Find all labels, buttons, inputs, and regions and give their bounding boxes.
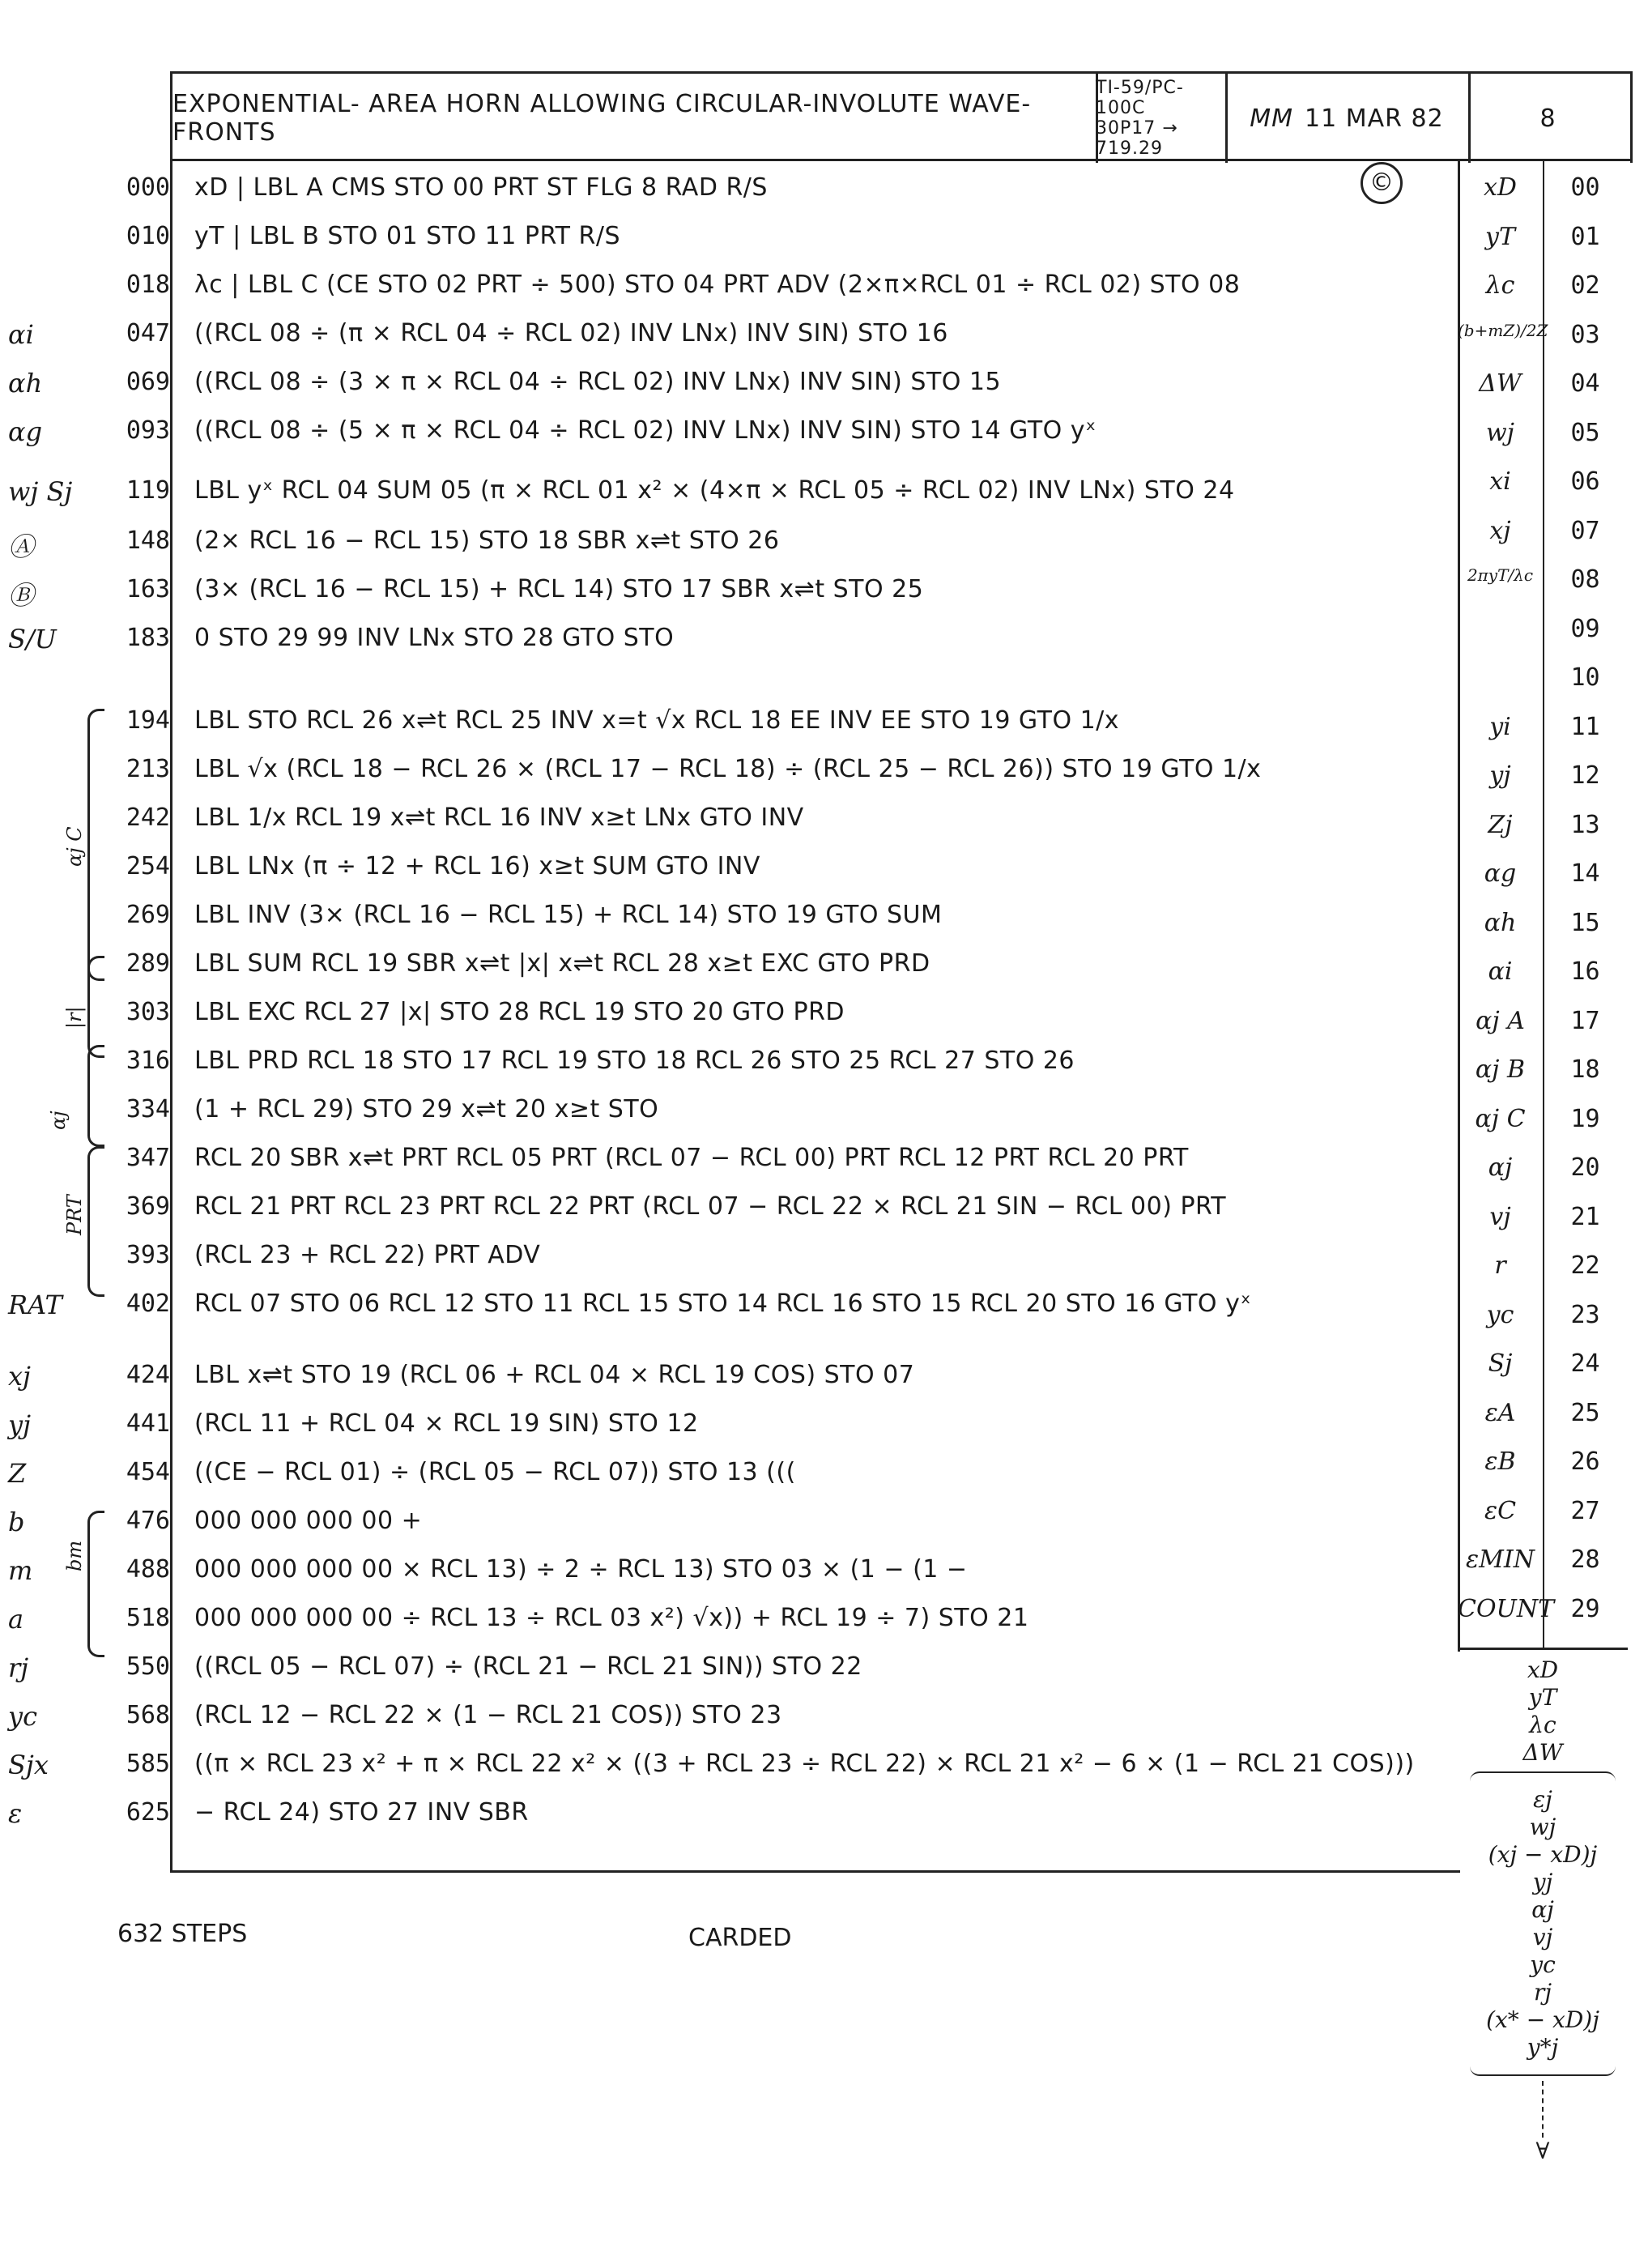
card-status: CARDED — [688, 1924, 792, 1952]
register-number: 00 — [1570, 173, 1600, 202]
copyright-mark: © — [1361, 162, 1403, 204]
line-annotation: wj Sj — [8, 476, 73, 507]
keystroke-code: (RCL 12 − RCL 22 × (1 − RCL 21 COS)) STO 23 — [194, 1701, 782, 1729]
summary-item: y*j — [1527, 2034, 1559, 2061]
line-annotation: Sjx — [8, 1750, 49, 1780]
keystroke-code: RCL 20 SBR x⇌t PRT RCL 05 PRT (RCL 07 − RCL 00) PRT RCL 12 PRT RCL 20 PRT — [194, 1144, 1189, 1172]
register-variable: yi — [1489, 712, 1511, 741]
line-annotation: m — [8, 1555, 33, 1586]
register-number: 15 — [1570, 908, 1600, 937]
register-number: 01 — [1570, 222, 1600, 251]
register-row — [1458, 1153, 1628, 1199]
register-number: 02 — [1570, 271, 1600, 300]
keystroke-code: (2× RCL 16 − RCL 15) STO 18 SBR x⇌t STO 26 — [194, 526, 780, 555]
keystroke-code: ((RCL 08 ÷ (π × RCL 04 ÷ RCL 02) INV LNx) INV SIN) STO 16 — [194, 319, 948, 347]
line-annotation: Ⓐ — [8, 531, 35, 562]
keystroke-code: 000 000 000 00 + — [194, 1507, 423, 1535]
step-address: 568 — [126, 1701, 170, 1729]
keystroke-code: xD | LBL A CMS STO 00 PRT ST FLG 8 RAD R/S — [194, 173, 768, 202]
keystroke-code: LBL INV (3× (RCL 16 − RCL 15) + RCL 14) STO 19 GTO SUM — [194, 901, 943, 929]
step-address: 393 — [126, 1241, 170, 1269]
summary-item: vj — [1532, 1924, 1553, 1950]
step-address: 194 — [126, 706, 170, 735]
page-number: 8 — [1539, 104, 1556, 133]
keystroke-code: LBL STO RCL 26 x⇌t RCL 25 INV x=t √x RCL 18 EE INV EE STO 19 GTO 1/x — [194, 706, 1120, 735]
register-variable: αj B — [1475, 1055, 1526, 1084]
keystroke-code: RCL 21 PRT RCL 23 PRT RCL 22 PRT (RCL 07 − RCL 22 × RCL 21 SIN − RCL 00) PRT — [194, 1192, 1227, 1221]
register-row — [1458, 1399, 1628, 1444]
summary-item: (x* − xD)j — [1486, 2006, 1599, 2033]
register-variable: αj C — [1475, 1104, 1526, 1133]
register-row — [1458, 1545, 1628, 1591]
register-row — [1458, 369, 1628, 415]
register-variable: yT — [1485, 222, 1515, 251]
register-number: 05 — [1570, 418, 1600, 447]
keystroke-code: LBL √x (RCL 18 − RCL 26 × (RCL 17 − RCL 18) ÷ (RCL 25 − RCL 26)) STO 19 GTO 1/x — [194, 755, 1262, 783]
summary-inputs — [1462, 1656, 1624, 1767]
register-variable: ΔW — [1479, 369, 1522, 398]
register-row — [1458, 1251, 1628, 1297]
keystroke-code: LBL PRD RCL 18 STO 17 RCL 19 STO 18 RCL 26 STO 25 RCL 27 STO 26 — [194, 1047, 1075, 1075]
register-row — [1458, 1447, 1628, 1493]
keystroke-code: LBL EXC RCL 27 |x| STO 28 RCL 19 STO 20 GTO PRD — [194, 998, 845, 1026]
register-number: 19 — [1570, 1104, 1600, 1133]
step-address: 000 — [126, 173, 170, 202]
register-row — [1458, 173, 1628, 219]
register-row — [1458, 1055, 1628, 1101]
register-row — [1458, 761, 1628, 807]
register-variable: εMIN — [1466, 1545, 1535, 1574]
keystroke-code: λc | LBL C (CE STO 02 PRT ÷ 500) STO 04 PRT ADV (2×π×RCL 01 ÷ RCL 02) STO 08 — [194, 271, 1241, 299]
summary-arrow-line — [1542, 2081, 1544, 2138]
register-number: 27 — [1570, 1496, 1600, 1525]
register-table-bottom-line — [1458, 1648, 1628, 1650]
register-row — [1458, 1007, 1628, 1052]
keystroke-code: ((RCL 08 ÷ (3 × π × RCL 04 ÷ RCL 02) INV LNx) INV SIN) STO 15 — [194, 368, 1002, 396]
register-variable: Zj — [1488, 810, 1513, 839]
bracket-label-prt: PRT — [63, 1195, 86, 1235]
register-variable: wj — [1486, 418, 1514, 447]
register-row — [1458, 909, 1628, 954]
register-number: 28 — [1570, 1545, 1600, 1574]
step-address: 303 — [126, 998, 170, 1026]
summary-item: αj — [1531, 1896, 1554, 1923]
register-number: 29 — [1570, 1594, 1600, 1623]
line-annotation: ε — [8, 1798, 23, 1829]
step-address: 018 — [126, 271, 170, 299]
summary-item: yj — [1532, 1869, 1553, 1895]
summary-item: xD — [1527, 1656, 1559, 1683]
register-number: 21 — [1570, 1202, 1600, 1231]
date: 11 MAR 82 — [1305, 104, 1444, 133]
line-annotation: rj — [8, 1652, 29, 1683]
date-cell — [1225, 74, 1471, 163]
line-annotation: yj — [8, 1409, 31, 1440]
register-variable: εB — [1484, 1447, 1516, 1476]
register-number: 09 — [1570, 614, 1600, 643]
register-row — [1458, 1105, 1628, 1150]
keystroke-code: yT | LBL B STO 01 STO 11 PRT R/S — [194, 222, 620, 250]
step-count: 632 STEPS — [117, 1920, 248, 1948]
summary-item: (xj − xD)j — [1488, 1841, 1598, 1868]
register-row — [1458, 1497, 1628, 1542]
summary-end-symbol: ∀ — [1535, 2138, 1550, 2164]
summary-item: εj — [1533, 1786, 1552, 1813]
register-row — [1458, 1301, 1628, 1346]
keystroke-code: LBL yˣ RCL 04 SUM 05 (π × RCL 01 x² × (4×π × RCL 05 ÷ RCL 02) INV LNx) STO 24 — [194, 476, 1235, 505]
step-address: 213 — [126, 755, 170, 783]
register-variable: αj — [1488, 1153, 1513, 1182]
keystroke-code: ((RCL 05 − RCL 07) ÷ (RCL 21 − RCL 21 SIN)) STO 22 — [194, 1652, 862, 1681]
bracket-prt — [87, 1146, 104, 1297]
line-annotation: Z — [8, 1458, 27, 1489]
register-row — [1458, 859, 1628, 905]
register-row — [1458, 517, 1628, 562]
summary-brace-bottom — [1470, 2066, 1616, 2076]
register-variable: xi — [1489, 467, 1511, 496]
step-address: 625 — [126, 1798, 170, 1827]
keystroke-code: LBL SUM RCL 19 SBR x⇌t |x| x⇌t RCL 28 x≥t EXC GTO PRD — [194, 949, 930, 978]
keystroke-code: (RCL 11 + RCL 04 × RCL 19 SIN) STO 12 — [194, 1409, 699, 1438]
register-variable: εA — [1484, 1398, 1516, 1427]
author-initials: MM — [1250, 104, 1294, 133]
register-variable: αg — [1484, 859, 1517, 888]
step-address: 069 — [126, 368, 170, 396]
bracket-alpha-c — [87, 709, 104, 981]
line-annotation: αi — [8, 319, 34, 350]
keystroke-code: 0 STO 29 99 INV LNx STO 28 GTO STO — [194, 624, 675, 652]
register-number: 03 — [1570, 320, 1600, 349]
step-address: 424 — [126, 1361, 170, 1389]
register-number: 25 — [1570, 1398, 1600, 1427]
keystroke-code: (RCL 23 + RCL 22) PRT ADV — [194, 1241, 541, 1269]
register-row — [1458, 419, 1628, 464]
register-variable: xj — [1489, 516, 1511, 545]
register-number: 11 — [1570, 712, 1600, 741]
summary-item: λc — [1529, 1712, 1556, 1738]
card-range: 30P17 → 719.29 — [1096, 118, 1178, 159]
register-row — [1458, 1203, 1628, 1248]
keystroke-code: (3× (RCL 16 − RCL 15) + RCL 14) STO 17 SBR x⇌t STO 25 — [194, 575, 924, 603]
register-number: 20 — [1570, 1153, 1600, 1182]
register-row — [1458, 615, 1628, 660]
step-address: 242 — [126, 804, 170, 832]
step-address: 148 — [126, 526, 170, 555]
register-variable: vj — [1489, 1202, 1511, 1231]
step-address: 254 — [126, 852, 170, 880]
register-variable: αh — [1484, 908, 1517, 937]
step-address: 289 — [126, 949, 170, 978]
register-number: 23 — [1570, 1300, 1600, 1329]
keystroke-code: ((π × RCL 23 x² + π × RCL 22 x² × ((3 + RCL 23 ÷ RCL 22) × RCL 21 x² − 6 × (1 − RCL 21 COS))) — [194, 1750, 1415, 1778]
register-number: 12 — [1570, 761, 1600, 790]
line-annotation: xj — [8, 1361, 31, 1392]
keystroke-code: (1 + RCL 29) STO 29 x⇌t 20 x≥t STO — [194, 1095, 659, 1123]
keystroke-code: LBL 1/x RCL 19 x⇌t RCL 16 INV x≥t LNx GTO INV — [194, 804, 804, 832]
register-variable: εC — [1484, 1496, 1517, 1525]
line-annotation: RAT — [8, 1290, 62, 1320]
step-address: 183 — [126, 624, 170, 652]
register-row — [1458, 271, 1628, 317]
register-number: 07 — [1570, 516, 1600, 545]
header-box — [170, 71, 1633, 163]
bracket-label-alpha-c: αj C — [63, 826, 86, 867]
register-variable: Sj — [1488, 1349, 1513, 1378]
calculator-model: TI-59/PC-100C — [1096, 78, 1184, 118]
register-variable: yc — [1486, 1300, 1514, 1329]
step-address: 047 — [126, 319, 170, 347]
keystroke-code: ((CE − RCL 01) ÷ (RCL 05 − RCL 07)) STO 13 ((( — [194, 1458, 796, 1486]
keystroke-code: − RCL 24) STO 27 INV SBR — [194, 1798, 529, 1827]
summary-brace-top — [1470, 1771, 1616, 1781]
line-annotation: S/U — [8, 624, 57, 654]
keystroke-code: ((RCL 08 ÷ (5 × π × RCL 04 ÷ RCL 02) INV LNx) INV SIN) STO 14 GTO yˣ — [194, 416, 1097, 445]
keystroke-code: RCL 07 STO 06 RCL 12 STO 11 RCL 15 STO 14 RCL 16 STO 15 RCL 20 STO 16 GTO yˣ — [194, 1290, 1252, 1318]
keystroke-code: 000 000 000 00 × RCL 13) ÷ 2 ÷ RCL 13) STO 03 × (1 − (1 − — [194, 1555, 968, 1584]
step-address: 119 — [126, 476, 170, 505]
step-address: 488 — [126, 1555, 170, 1584]
line-annotation: Ⓑ — [8, 580, 35, 611]
bracket-r2 — [87, 956, 104, 1058]
register-number: 10 — [1570, 663, 1600, 692]
register-variable: r — [1494, 1251, 1506, 1280]
line-annotation: αh — [8, 368, 43, 399]
register-number: 08 — [1570, 565, 1600, 594]
line-annotation: yc — [8, 1701, 37, 1732]
register-number: 17 — [1570, 1006, 1600, 1035]
register-row — [1458, 811, 1628, 856]
data-flow-summary — [1462, 1656, 1624, 2165]
step-address: 269 — [126, 901, 170, 929]
register-number: 18 — [1570, 1055, 1600, 1084]
register-row — [1458, 467, 1628, 513]
register-variable: αi — [1488, 957, 1513, 986]
line-annotation: αg — [8, 416, 43, 447]
step-address: 093 — [126, 416, 170, 445]
register-row — [1458, 1349, 1628, 1395]
step-address: 334 — [126, 1095, 170, 1123]
step-address: 369 — [126, 1192, 170, 1221]
register-number: 06 — [1570, 467, 1600, 496]
register-number: 04 — [1570, 369, 1600, 398]
step-address: 402 — [126, 1290, 170, 1318]
register-row — [1458, 223, 1628, 268]
register-row — [1458, 663, 1628, 709]
register-variable: (b+mZ)/2Z — [1458, 320, 1548, 340]
keystroke-code: LBL x⇌t STO 19 (RCL 06 + RCL 04 × RCL 19 COS) STO 07 — [194, 1361, 915, 1389]
step-address: 441 — [126, 1409, 170, 1438]
register-number: 13 — [1570, 810, 1600, 839]
register-row — [1458, 1595, 1628, 1640]
step-address: 163 — [126, 575, 170, 603]
summary-outputs — [1462, 1786, 1624, 2061]
register-variable: xD — [1484, 173, 1517, 202]
step-address: 347 — [126, 1144, 170, 1172]
bracket-label-b-m: bm — [63, 1540, 86, 1571]
bracket-label-r2: |r| — [63, 1006, 86, 1029]
register-number: 14 — [1570, 859, 1600, 888]
register-number: 26 — [1570, 1447, 1600, 1476]
calculator-cell — [1096, 74, 1228, 163]
summary-item: ΔW — [1522, 1739, 1563, 1766]
bracket-label-alpha-j: αj — [47, 1111, 70, 1130]
register-row — [1458, 957, 1628, 1003]
summary-item: rj — [1533, 1979, 1552, 2006]
register-row — [1458, 321, 1628, 366]
step-address: 518 — [126, 1604, 170, 1632]
line-annotation: b — [8, 1507, 25, 1537]
bracket-b-m-a — [87, 1511, 104, 1657]
register-variable: COUNT — [1458, 1594, 1555, 1623]
register-variable: αj A — [1476, 1006, 1525, 1035]
step-address: 550 — [126, 1652, 170, 1681]
step-address: 316 — [126, 1047, 170, 1075]
keystroke-code: 000 000 000 00 ÷ RCL 13 ÷ RCL 03 x²) √x)) + RCL 19 ÷ 7) STO 21 — [194, 1604, 1029, 1632]
register-number: 24 — [1570, 1349, 1600, 1378]
keystroke-code: LBL LNx (π ÷ 12 + RCL 16) x≥t SUM GTO INV — [194, 852, 760, 880]
summary-item: yT — [1528, 1684, 1557, 1711]
register-variable: λc — [1485, 271, 1515, 300]
step-address: 010 — [126, 222, 170, 250]
register-variable: yj — [1489, 761, 1511, 790]
summary-item: yc — [1530, 1951, 1556, 1978]
register-variable: 2πyT/λc — [1467, 565, 1534, 585]
register-row — [1458, 713, 1628, 758]
register-number: 22 — [1570, 1251, 1600, 1280]
register-number: 16 — [1570, 957, 1600, 986]
line-annotation: a — [8, 1604, 24, 1635]
step-address: 585 — [126, 1750, 170, 1778]
summary-item: wj — [1529, 1814, 1556, 1840]
step-address: 476 — [126, 1507, 170, 1535]
register-row — [1458, 565, 1628, 611]
program-title: EXPONENTIAL- AREA HORN ALLOWING CIRCULAR-INVOLUTE WAVE-FRONTS — [172, 74, 1098, 163]
step-address: 454 — [126, 1458, 170, 1486]
bracket-alpha-j — [87, 1045, 104, 1147]
